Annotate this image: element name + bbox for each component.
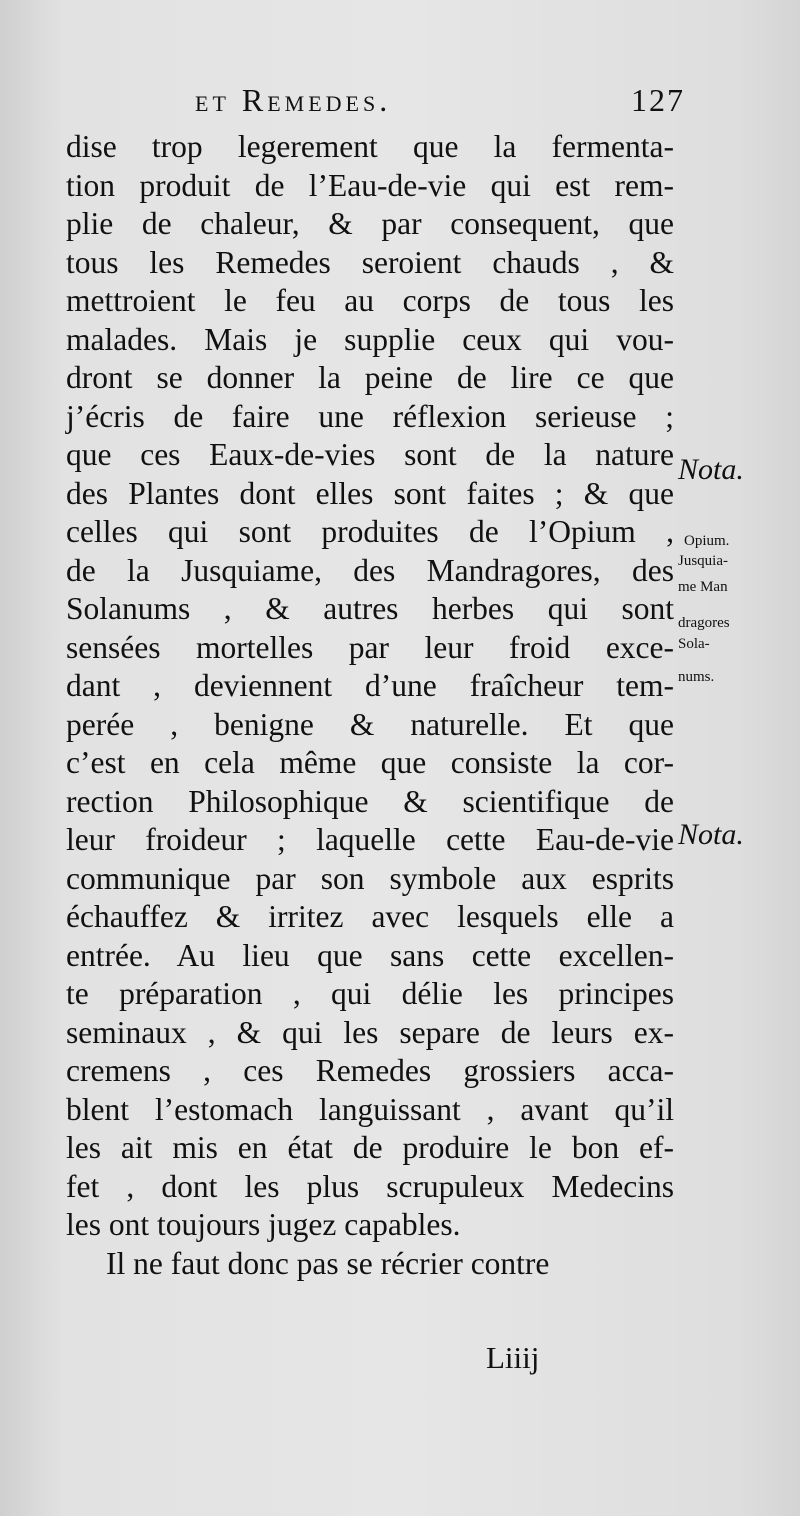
- text-line: celles qui sont produites de l’Opium ,: [66, 514, 674, 549]
- page-header: [195, 80, 685, 120]
- margin-note-nota: Nota.: [678, 818, 744, 851]
- page-number: 127: [631, 82, 685, 118]
- body-text: [66, 128, 674, 1283]
- text-line: de la Jusquiame, des Mandragores, des: [66, 552, 674, 588]
- text-line: entrée. Au lieu que sans cette excellen-: [66, 937, 674, 973]
- text-line: tous les Remedes seroient chauds , &: [66, 244, 674, 280]
- text-line: fet , dont les plus scrupuleux Medecins: [66, 1168, 674, 1204]
- text-line: tion produit de l’Eau-de-vie qui est rem-: [66, 167, 674, 203]
- text-line: seminaux , & qui les separe de leurs ex-: [66, 1014, 674, 1050]
- text-line: les ait mis en état de produire le bon ef-: [66, 1130, 674, 1165]
- margin-notes: [676, 0, 800, 1516]
- text-line: échauffez & irritez avec lesquels elle a: [66, 899, 674, 934]
- text-line: plie de chaleur, & par consequent, que: [66, 206, 674, 241]
- text-line: que ces Eaux-de-vies sont de la nature: [66, 437, 674, 472]
- text-line: blent l’estomach languissant , avant qu’il: [66, 1091, 674, 1127]
- text-line: les ont toujours jugez capables.: [66, 1207, 461, 1242]
- text-line: leur froideur ; laquelle cette Eau-de-vie: [66, 822, 674, 857]
- running-title: et Remedes.: [195, 82, 392, 118]
- text-line: j’écris de faire une réflexion serieuse ;: [66, 398, 674, 434]
- margin-note-opium: Opium.: [684, 533, 730, 549]
- margin-note-opium: me Man: [678, 579, 728, 595]
- text-line: perée , benigne & naturelle. Et que: [66, 706, 674, 742]
- text-line: dront se donner la peine de lire ce que: [66, 360, 674, 395]
- signature-mark: Liiij: [486, 1340, 540, 1375]
- text-line: rection Philosophique & scientifique de: [66, 783, 674, 819]
- text-line: sensées mortelles par leur froid exce-: [66, 629, 674, 665]
- text-line: des Plantes dont elles sont faites ; & que: [66, 475, 674, 511]
- margin-note-opium: Sola-: [678, 636, 710, 652]
- text-line: Il ne faut donc pas se récrier contre: [106, 1245, 550, 1281]
- margin-note-nota: Nota.: [678, 453, 744, 486]
- text-line: dise trop legerement que la fermenta-: [66, 129, 674, 164]
- margin-note-opium: dragores: [678, 615, 730, 631]
- text-line: cremens , ces Remedes grossiers acca-: [66, 1053, 674, 1088]
- text-line: communique par son symbole aux esprits: [66, 860, 674, 896]
- text-line: Solanums , & autres herbes qui sont: [66, 591, 674, 626]
- text-line: mettroient le feu au corps de tous les: [66, 283, 674, 318]
- text-line: malades. Mais je supplie ceux qui vou-: [66, 321, 674, 357]
- text-line: te préparation , qui délie les principes: [66, 976, 674, 1011]
- text-line: dant , deviennent d’une fraîcheur tem-: [66, 668, 674, 703]
- text-line: c’est en cela même que consiste la cor-: [66, 745, 674, 780]
- margin-note-opium: nums.: [678, 669, 715, 685]
- margin-note-opium: Jusquia-: [678, 553, 728, 569]
